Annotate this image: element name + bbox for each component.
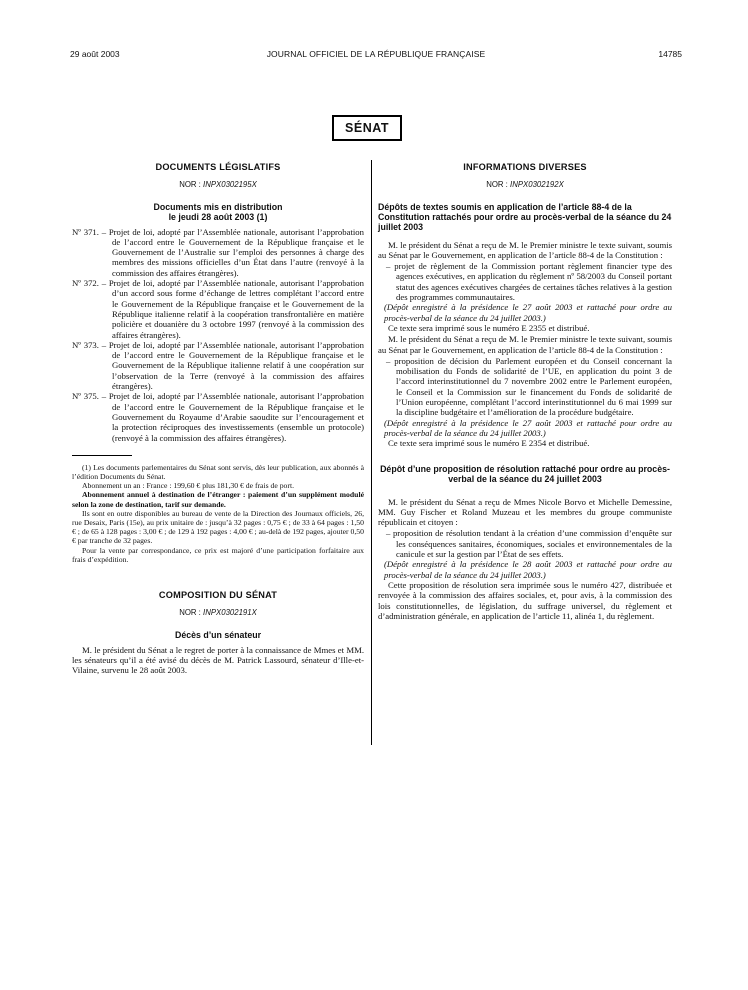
depots-heading: Dépôts de textes soumis en application de l’article 88-4 de la Constitution rattachés pour ordre au procès-verbal de la séance du 24 juillet 2003: [378, 201, 672, 232]
document-entry-375: Nº 375. – Projet de loi, adopté par l’Assemblée nationale, autorisant l’approbation de l’accord entre le Gouvernement de la République française et le Gouvernement du Royaume d’Arabie saoudite sur l’encouragement et la protection réciproques des investissements (ensemble un protocole) (renvoyé à la commission des affaires étrangères).: [72, 391, 364, 443]
depot-1-intro: M. le président du Sénat a reçu de M. le Premier ministre le texte suivant, soumis au Sénat par le Gouvernement, en application de l’article 88-4 de la Constitution :: [378, 239, 672, 260]
resolution-intro: M. le président du Sénat a reçu de Mmes Nicole Borvo et Michelle Demessine, MM. Guy Fischer et Roland Muzeau et les membres du groupe communiste républicain et citoyen :: [378, 496, 672, 528]
composition-heading: COMPOSITION DU SÉNAT: [158, 590, 278, 601]
depot-1-note: (Dépôt enregistré à la présidence le 27 août 2003 et rattaché pour ordre au procès-verbal de la séance du 24 juillet 2003.): [384, 302, 672, 323]
depot-2-item: – proposition de décision du Parlement européen et du Conseil concernant la mobilisation du Fonds de solidarité de l’UE, en application du point 3 de l’accord interinstitutionnel du 7 novembre 2002 entre le Parlement européen, le Conseil et la Commission sur le financement du Fonds de solidarité de l’Union européenne, complétant l’accord interinstitutionnel du 6 mai 1999 sur la discipline budgétaire et l’amélioration de la procédure budgétaire.: [386, 355, 672, 418]
deces-text: M. le président du Sénat a le regret de porter à la connaissance de Mmes et MM. les sénateurs qu’il a été avisé du décès de M. Patrick Lassourd, sénateur d’Ille-et-Vilaine, survenu le 28 août 2003.: [72, 644, 364, 676]
nor-code: INPX0302195X: [203, 180, 257, 190]
depot-2-number: Ce texte sera imprimé sous le numéro E 2354 et distribué.: [388, 438, 590, 449]
chamber-title-box: [332, 115, 402, 141]
deces-subheading: Décès d’un sénateur: [174, 629, 262, 640]
document-entry-372: Nº 372. – Projet de loi, adopté par l’Assemblée nationale, autorisant l’approbation d’un accord sous forme d’échange de lettres complétant l’accord entre le Gouvernement de la République française et le Gouvernement de la République italienne relatif à la coopération transfrontalière en matière policière et douanière du 3 octobre 1997 (renvoyé à la commission des affaires étrangères).: [72, 278, 364, 340]
distribution-subheading-line-1: Documents mis en distribution: [153, 201, 283, 212]
resolution-note: (Dépôt enregistré à la présidence le 28 août 2003 et rattaché pour ordre au procès-verbal de la séance du 24 juillet 2003.): [384, 559, 672, 580]
footnote-sale-prices: Ils sont en outre disponibles au bureau de vente de la Direction des Journaux officiels, 26, rue Desaix, Paris (15e), au prix unitaire de : jusqu’à 32 pages : 0,75 € ; de 33 à 64 pages : 1,50 € ; de 65 à 128 pages : 3,00 € ; de 129 à 192 pages : 4,00 € ; au-delà de 192 pages, ajouter 0,50 € par tranche de 32 pages.: [72, 508, 364, 546]
footnote-foreign-subscription: Abonnement annuel à destination de l’étranger : paiement d’un supplément modulé selon la zone de destination, tarif sur demande.: [72, 490, 364, 509]
footnote-mail-order: Pour la vente par correspondance, ce prix est majoré d’une participation forfaitaire aux frais d’expédition.: [72, 545, 364, 564]
documents-legislatifs-heading: DOCUMENTS LÉGISLATIFS: [155, 162, 281, 172]
distribution-subheading-line-2: le jeudi 28 août 2003 (1): [168, 211, 268, 222]
footnote-subscription: Abonnement un an : France : 199,60 € plus 181,30 € de frais de port.: [82, 481, 295, 491]
page-number: 14785: [658, 49, 682, 59]
nor-label: NOR :: [179, 608, 201, 618]
footnotes: [72, 463, 364, 564]
running-head: [70, 49, 682, 63]
issue-date: 29 août 2003: [70, 49, 120, 59]
column-divider: [371, 160, 372, 745]
journal-title: JOURNAL OFFICIEL DE LA RÉPUBLIQUE FRANÇAISE: [266, 49, 486, 59]
document-entry-371: Nº 371. – Projet de loi, adopté par l’Assemblée nationale, autorisant l’approbation de l’accord entre le Gouvernement de la République française et le Gouvernement de l’Australie sur l’emploi des personnes à charge des membres des missions officielles d’un État dans l’autre (renvoyé à la commission des affaires étrangères).: [72, 226, 364, 278]
nor-label: NOR :: [179, 180, 201, 190]
document-entry-373: Nº 373. – Projet de loi, adopté par l’Assemblée nationale, autorisant l’approbation de l’accord entre le Gouvernement de la République française et le Gouvernement de la République italienne relatif à une coopération sur l’observation de la Terre (renvoyé à la commission des affaires étrangères).: [72, 339, 364, 392]
distribution-subheading: [72, 202, 364, 222]
footnote-1: (1) Les documents parlementaires du Sénat sont servis, dès leur publication, aux abonnés à l’édition Documents du Sénat.: [72, 462, 364, 482]
resolution-heading: Dépôt d’une proposition de résolution rattaché pour ordre au procès-verbal de la séance du 24 juillet 2003: [380, 463, 670, 484]
footnote-rule: [72, 455, 132, 456]
documents-nor: [72, 180, 364, 190]
informations-diverses-heading: INFORMATIONS DIVERSES: [463, 162, 587, 172]
nor-label: NOR :: [486, 180, 508, 190]
chamber-title: SÉNAT: [345, 121, 389, 135]
nor-code: INPX0302192X: [510, 180, 564, 190]
resolution-text: Cette proposition de résolution sera imprimée sous le numéro 427, distribuée et renvoyée à la commission des affaires sociales, et, pour avis, à la commission des lois constitutionnelles, de législation, du suffrage universel, du règlement et d’administration générale, en application de l’article 11, alinéa 1, du règlement.: [378, 579, 672, 621]
depot-1-item: – projet de règlement de la Commission portant règlement financier type des agences exécutives, en application du règlement nº 58/2003 du Conseil portant statut des agences exécutives chargées de certaines tâches relatives à la gestion des programmes communautaires.: [386, 261, 672, 303]
informations-nor: [378, 180, 672, 190]
right-column: [378, 162, 672, 622]
resolution-item: – proposition de résolution tendant à la création d’une commission d’enquête sur les conséquences sanitaires, économiques, sociales et environnementales de la canicule et sur la gestion par l’État de ses effets.: [386, 528, 672, 560]
nor-code: INPX0302191X: [203, 608, 257, 618]
depot-2-note: (Dépôt enregistré à la présidence le 27 août 2003 et rattaché pour ordre au procès-verbal de la séance du 24 juillet 2003.): [384, 417, 672, 438]
depot-2-intro: M. le président du Sénat a reçu de M. le Premier ministre le texte suivant, soumis au Sénat par le Gouvernement, en application de l’article 88-4 de la Constitution :: [378, 334, 672, 355]
composition-nor: [72, 608, 364, 618]
left-column: [72, 162, 364, 677]
depot-1-number: Ce texte sera imprimé sous le numéro E 2355 et distribué.: [388, 322, 590, 333]
